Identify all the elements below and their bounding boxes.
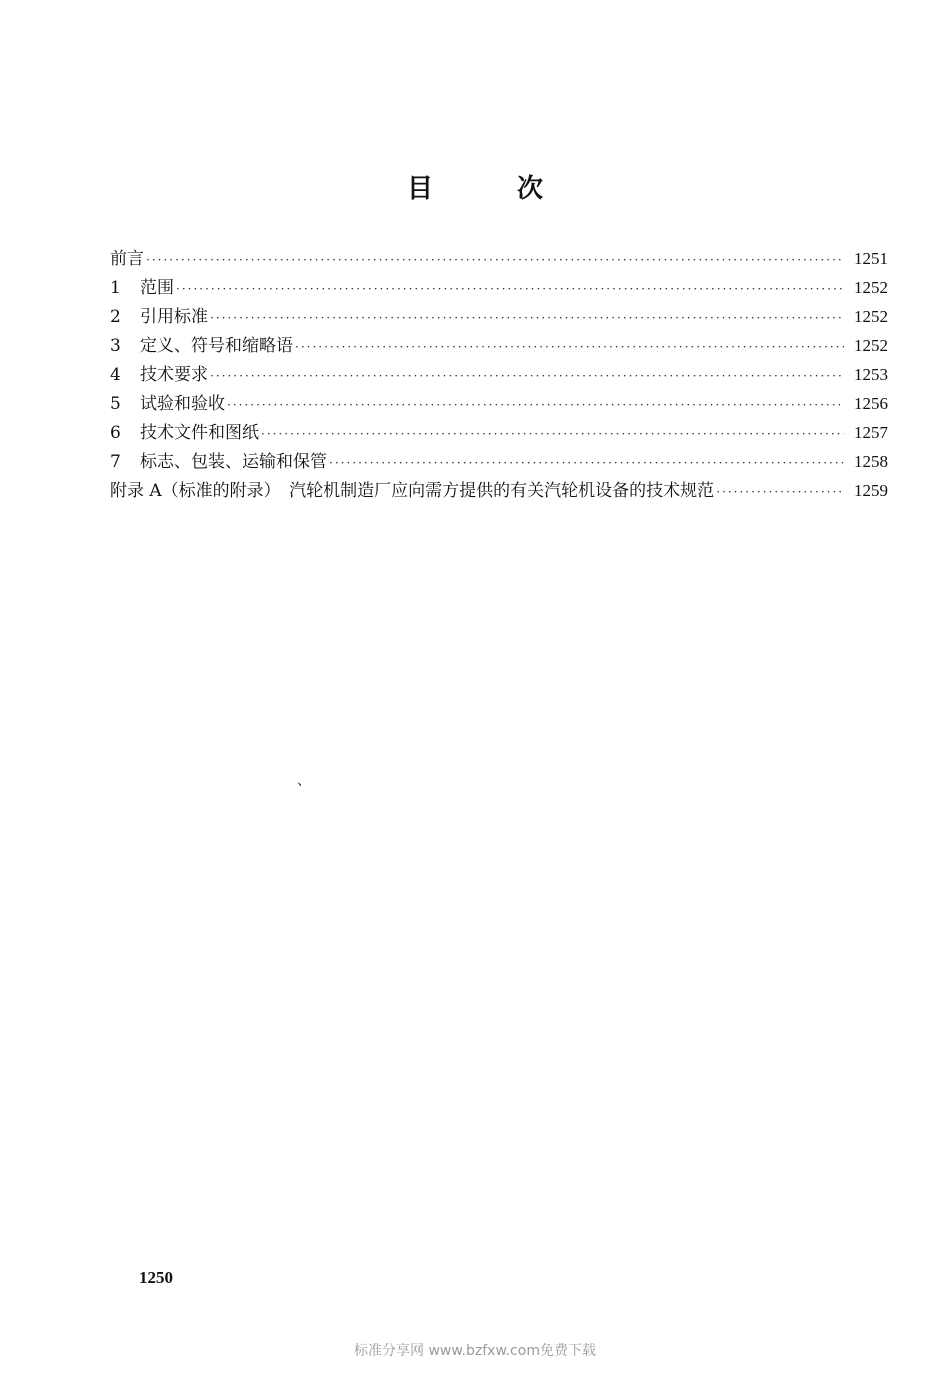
toc-leader-dots xyxy=(146,246,844,275)
watermark-text: 标准分享网 www.bzfxw.com免费下载 xyxy=(354,1343,596,1359)
toc-entry-documents[interactable] xyxy=(110,418,888,447)
toc-leader-dots xyxy=(176,275,844,304)
toc-leader-dots xyxy=(716,478,844,507)
toc-entry-label: 引用标准 xyxy=(140,307,208,327)
toc-entry-references[interactable] xyxy=(110,302,888,331)
toc-entry-number: 7 xyxy=(110,452,121,472)
toc-entry-page: 1258 xyxy=(854,452,888,471)
toc-leader-dots xyxy=(261,420,844,449)
toc-entry-preface[interactable] xyxy=(110,244,888,273)
toc-entry-label: 前言 xyxy=(110,249,144,269)
toc-entry-page: 1252 xyxy=(854,307,888,326)
toc-entry-label: 附录 A（标准的附录） 汽轮机制造厂应向需方提供的有关汽轮机设备的技术规范 xyxy=(110,481,715,501)
toc-entry-testing[interactable] xyxy=(110,389,888,418)
toc-entry-page: 1252 xyxy=(854,278,888,297)
toc-entry-number: 5 xyxy=(110,394,121,414)
title-char-2: 次 xyxy=(517,174,544,204)
stray-mark: 、 xyxy=(297,773,311,789)
toc-leader-dots xyxy=(210,362,844,391)
toc-entry-appendix-a[interactable] xyxy=(110,476,888,505)
page-number: 1250 xyxy=(139,1268,173,1287)
toc-entry-label: 范围 xyxy=(140,278,174,298)
toc-entry-label: 标志、包装、运输和保管 xyxy=(140,452,327,472)
toc-entry-requirements[interactable] xyxy=(110,360,888,389)
toc-entry-label: 试验和验收 xyxy=(140,394,225,414)
toc-entry-number: 3 xyxy=(110,336,121,356)
page-title xyxy=(0,168,950,205)
toc-entry-number: 6 xyxy=(110,423,121,443)
toc-entry-label: 技术要求 xyxy=(140,365,208,385)
table-of-contents xyxy=(110,244,888,505)
toc-entry-marking[interactable] xyxy=(110,447,888,476)
toc-leader-dots xyxy=(329,449,844,478)
toc-entry-definitions[interactable] xyxy=(110,331,888,360)
title-char-1: 目 xyxy=(406,174,433,204)
toc-entry-page: 1252 xyxy=(854,336,888,355)
toc-entry-page: 1259 xyxy=(854,481,888,500)
toc-entry-label: 定义、符号和缩略语 xyxy=(140,336,293,356)
toc-leader-dots xyxy=(227,391,844,420)
toc-entry-page: 1251 xyxy=(854,249,888,268)
toc-entry-page: 1253 xyxy=(854,365,888,384)
toc-entry-page: 1257 xyxy=(854,423,888,442)
toc-entry-number: 1 xyxy=(110,278,121,298)
toc-entry-label: 技术文件和图纸 xyxy=(140,423,259,443)
toc-entry-page: 1256 xyxy=(854,394,888,413)
toc-entry-number: 2 xyxy=(110,307,121,327)
toc-leader-dots xyxy=(210,304,844,333)
toc-entry-number: 4 xyxy=(110,365,121,385)
toc-entry-scope[interactable] xyxy=(110,273,888,302)
toc-leader-dots xyxy=(295,333,844,362)
